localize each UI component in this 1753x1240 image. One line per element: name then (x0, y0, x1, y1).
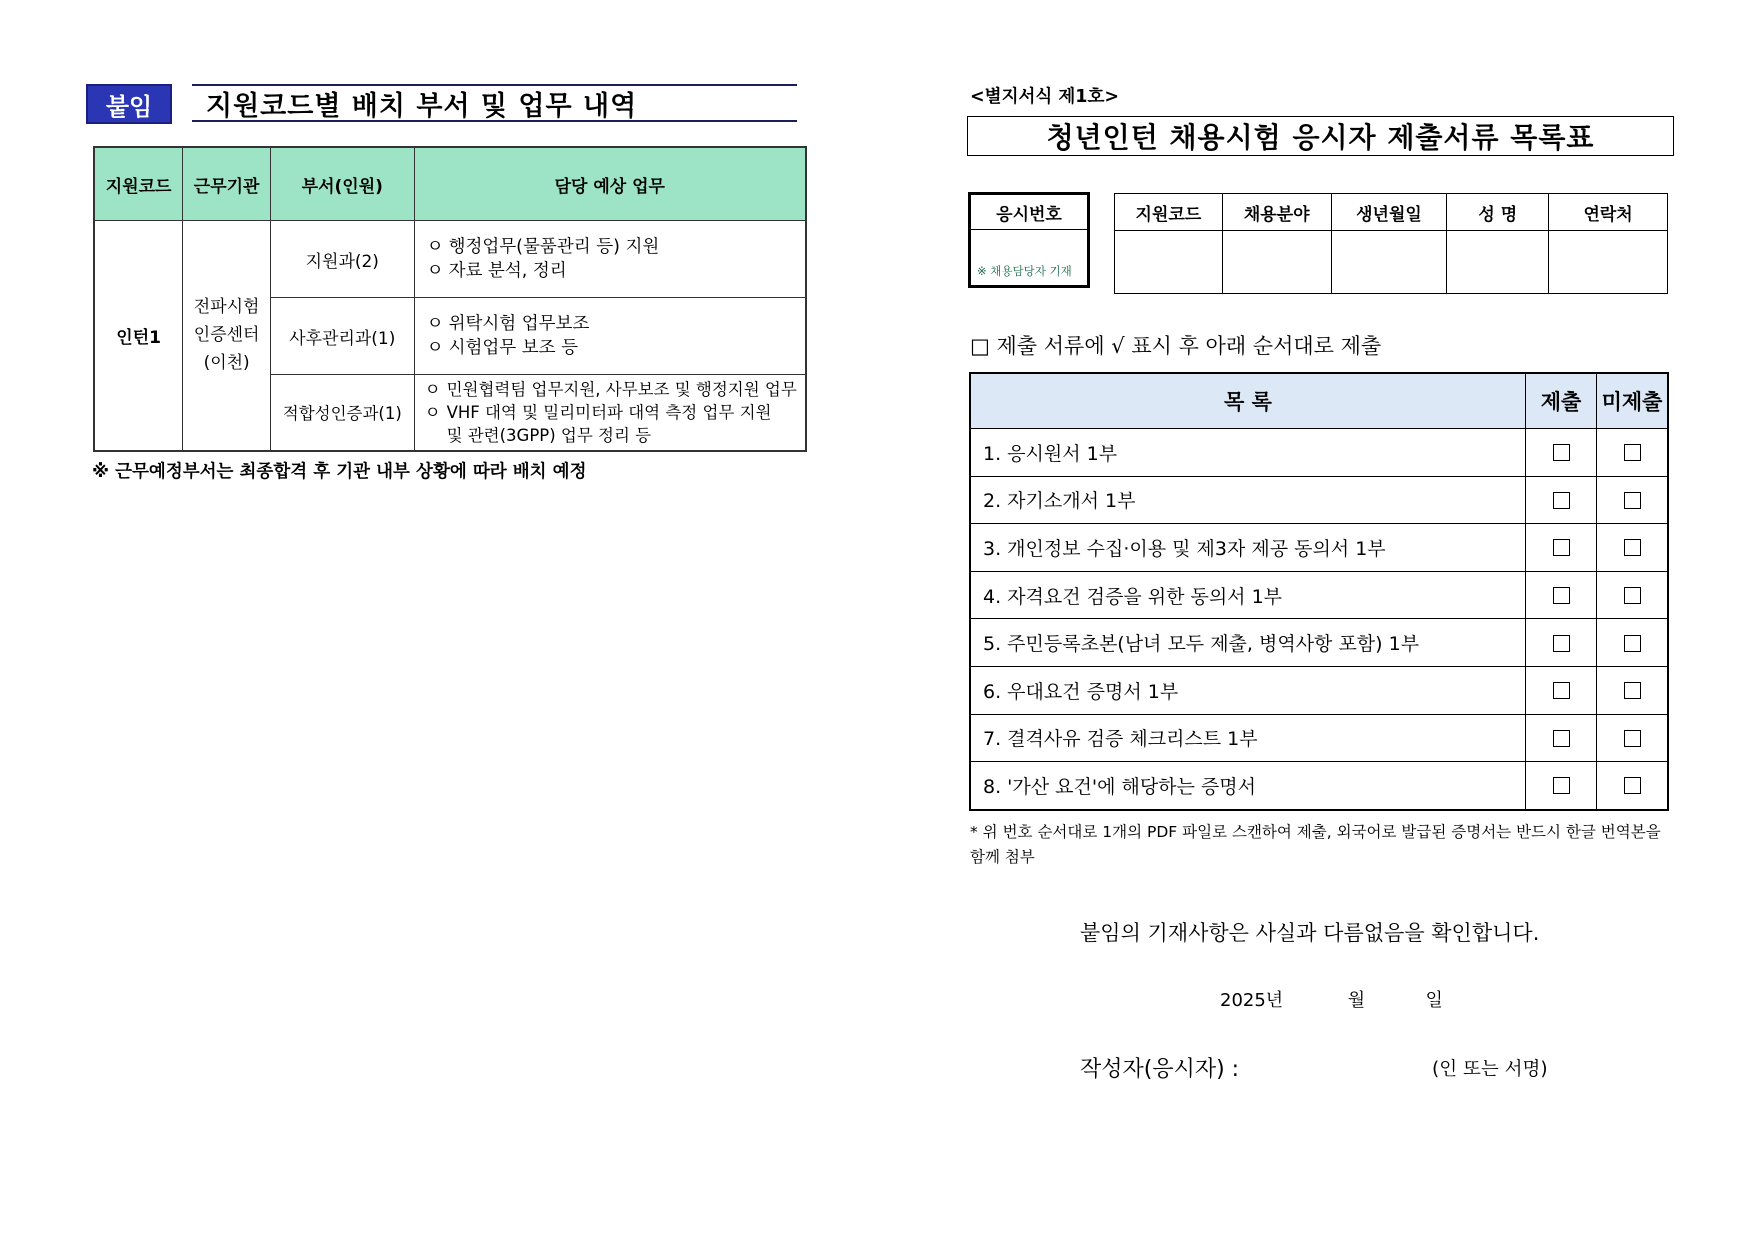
table-row (970, 619, 1668, 667)
footnote: * 위 번호 순서대로 1개의 PDF 파일로 스캔하여 제출, 외국어로 발급된 증명서는 반드시 한글 번역본을 함께 첨부 (970, 823, 1661, 866)
table-row (970, 666, 1668, 714)
header-submitted: 제출 (1526, 373, 1597, 429)
not-submitted-checkbox[interactable] (1597, 714, 1669, 762)
seal-or-signature[interactable]: (인 또는 서명) (1432, 1059, 1548, 1080)
duty-item: ㅇ 자료 분석, 정리 (426, 261, 567, 281)
code-cell: 인턴1 (94, 221, 183, 451)
allocation-header-row (94, 147, 806, 221)
date-month: 월 (1347, 990, 1366, 1011)
document-item: 7. 결격사유 검증 체크리스트 1부 (970, 714, 1526, 762)
department-cell: 적합성인증과(1) (271, 375, 415, 451)
table-row (970, 571, 1668, 619)
applicant-info-table (1114, 193, 1668, 294)
name-field[interactable] (1447, 231, 1549, 294)
duties-cell (414, 221, 806, 298)
agency-line: 인증센터 (193, 325, 260, 346)
header-list: 목 록 (970, 373, 1526, 429)
instruction-text: □ 제출 서류에 √ 표시 후 아래 순서대로 제출 (970, 334, 1382, 358)
submitted-checkbox[interactable] (1526, 429, 1597, 477)
not-submitted-checkbox[interactable] (1597, 666, 1669, 714)
duty-item: ㅇ VHF 대역 및 밀리미터파 대역 측정 업무 지원 (424, 402, 772, 422)
agency-cell (183, 221, 271, 451)
header-agency: 근무기관 (183, 147, 271, 221)
table-row (970, 762, 1668, 810)
duties-cell (414, 298, 806, 375)
submitted-checkbox[interactable] (1526, 762, 1597, 810)
duty-item: ㅇ 시험업무 보조 등 (426, 338, 579, 358)
date-line (1220, 986, 1443, 1012)
attachment-badge: 붙임 (86, 84, 172, 124)
confirmation-statement: 붙임의 기재사항은 사실과 다름없음을 확인합니다. (1080, 921, 1540, 945)
info-header-row (1115, 194, 1668, 231)
header-duties: 담당 예상 업무 (414, 147, 806, 221)
document-item: 3. 개인정보 수집·이용 및 제3자 제공 동의서 1부 (970, 524, 1526, 572)
form-title (967, 116, 1674, 156)
allocation-table (93, 146, 807, 452)
table-row (970, 476, 1668, 524)
applicant-number-box[interactable] (968, 192, 1090, 288)
form-number: <별지서식 제1호> (970, 87, 1120, 107)
submitted-checkbox[interactable] (1526, 524, 1597, 572)
not-submitted-checkbox[interactable] (1597, 429, 1669, 477)
form-title-text: 청년인턴 채용시험 응시자 제출서류 목록표 (1046, 121, 1595, 154)
left-section-title (192, 84, 797, 122)
department-cell: 사후관리과(1) (271, 298, 415, 375)
duties-cell (414, 375, 806, 451)
table-row (970, 524, 1668, 572)
agency-line: 전파시험 (193, 297, 260, 318)
submitted-checkbox[interactable] (1526, 666, 1597, 714)
info-header-name: 성 명 (1447, 194, 1549, 231)
submitted-checkbox[interactable] (1526, 714, 1597, 762)
department-cell: 지원과(2) (271, 221, 415, 298)
date-year: 2025년 (1220, 990, 1284, 1011)
left-note: ※ 근무예정부서는 최종합격 후 기관 내부 상황에 따라 배치 예정 (92, 462, 587, 482)
documents-header-row (970, 373, 1668, 429)
documents-table (969, 372, 1669, 811)
table-row (94, 221, 806, 298)
table-row (970, 429, 1668, 477)
header-not-submitted: 미제출 (1597, 373, 1669, 429)
document-item: 5. 주민등록초본(남녀 모두 제출, 병역사항 포함) 1부 (970, 619, 1526, 667)
contact-field[interactable] (1549, 231, 1668, 294)
duty-item: ㅇ 위탁시험 업무보조 (426, 314, 590, 334)
not-submitted-checkbox[interactable] (1597, 476, 1669, 524)
header-department: 부서(인원) (271, 147, 415, 221)
duty-item: ㅇ 민원협력팀 업무지원, 사무보조 및 행정지원 업무 (424, 379, 797, 399)
agency-line: (이천) (203, 353, 250, 374)
info-header-birthdate: 생년월일 (1331, 194, 1447, 231)
document-item: 2. 자기소개서 1부 (970, 476, 1526, 524)
info-header-field: 채용분야 (1222, 194, 1331, 231)
duty-item: ㅇ 행정업무(물품관리 등) 지원 (426, 237, 660, 257)
submitted-checkbox[interactable] (1526, 476, 1597, 524)
writer-label: 작성자(응시자) : (1080, 1057, 1240, 1082)
not-submitted-checkbox[interactable] (1597, 524, 1669, 572)
field-field[interactable] (1222, 231, 1331, 294)
left-title-text: 지원코드별 배치 부서 및 업무 내역 (206, 90, 638, 122)
document-item: 6. 우대요건 증명서 1부 (970, 666, 1526, 714)
code-field[interactable] (1115, 231, 1223, 294)
not-submitted-checkbox[interactable] (1597, 762, 1669, 810)
duty-item-continued: 및 관련(3GPP) 업무 정리 등 (446, 425, 652, 445)
applicant-number-note: ※ 채용담당자 기재 (977, 264, 1072, 278)
info-input-row (1115, 231, 1668, 294)
not-submitted-checkbox[interactable] (1597, 571, 1669, 619)
applicant-number-label: 응시번호 (971, 195, 1087, 230)
info-header-code: 지원코드 (1115, 194, 1223, 231)
document-item: 8. '가산 요건'에 해당하는 증명서 (970, 762, 1526, 810)
info-header-contact: 연락처 (1549, 194, 1668, 231)
document-item: 1. 응시원서 1부 (970, 429, 1526, 477)
table-row (970, 714, 1668, 762)
document-item: 4. 자격요건 검증을 위한 동의서 1부 (970, 571, 1526, 619)
date-day: 일 (1425, 990, 1443, 1011)
header-code: 지원코드 (94, 147, 183, 221)
birthdate-field[interactable] (1331, 231, 1447, 294)
not-submitted-checkbox[interactable] (1597, 619, 1669, 667)
submitted-checkbox[interactable] (1526, 571, 1597, 619)
submitted-checkbox[interactable] (1526, 619, 1597, 667)
